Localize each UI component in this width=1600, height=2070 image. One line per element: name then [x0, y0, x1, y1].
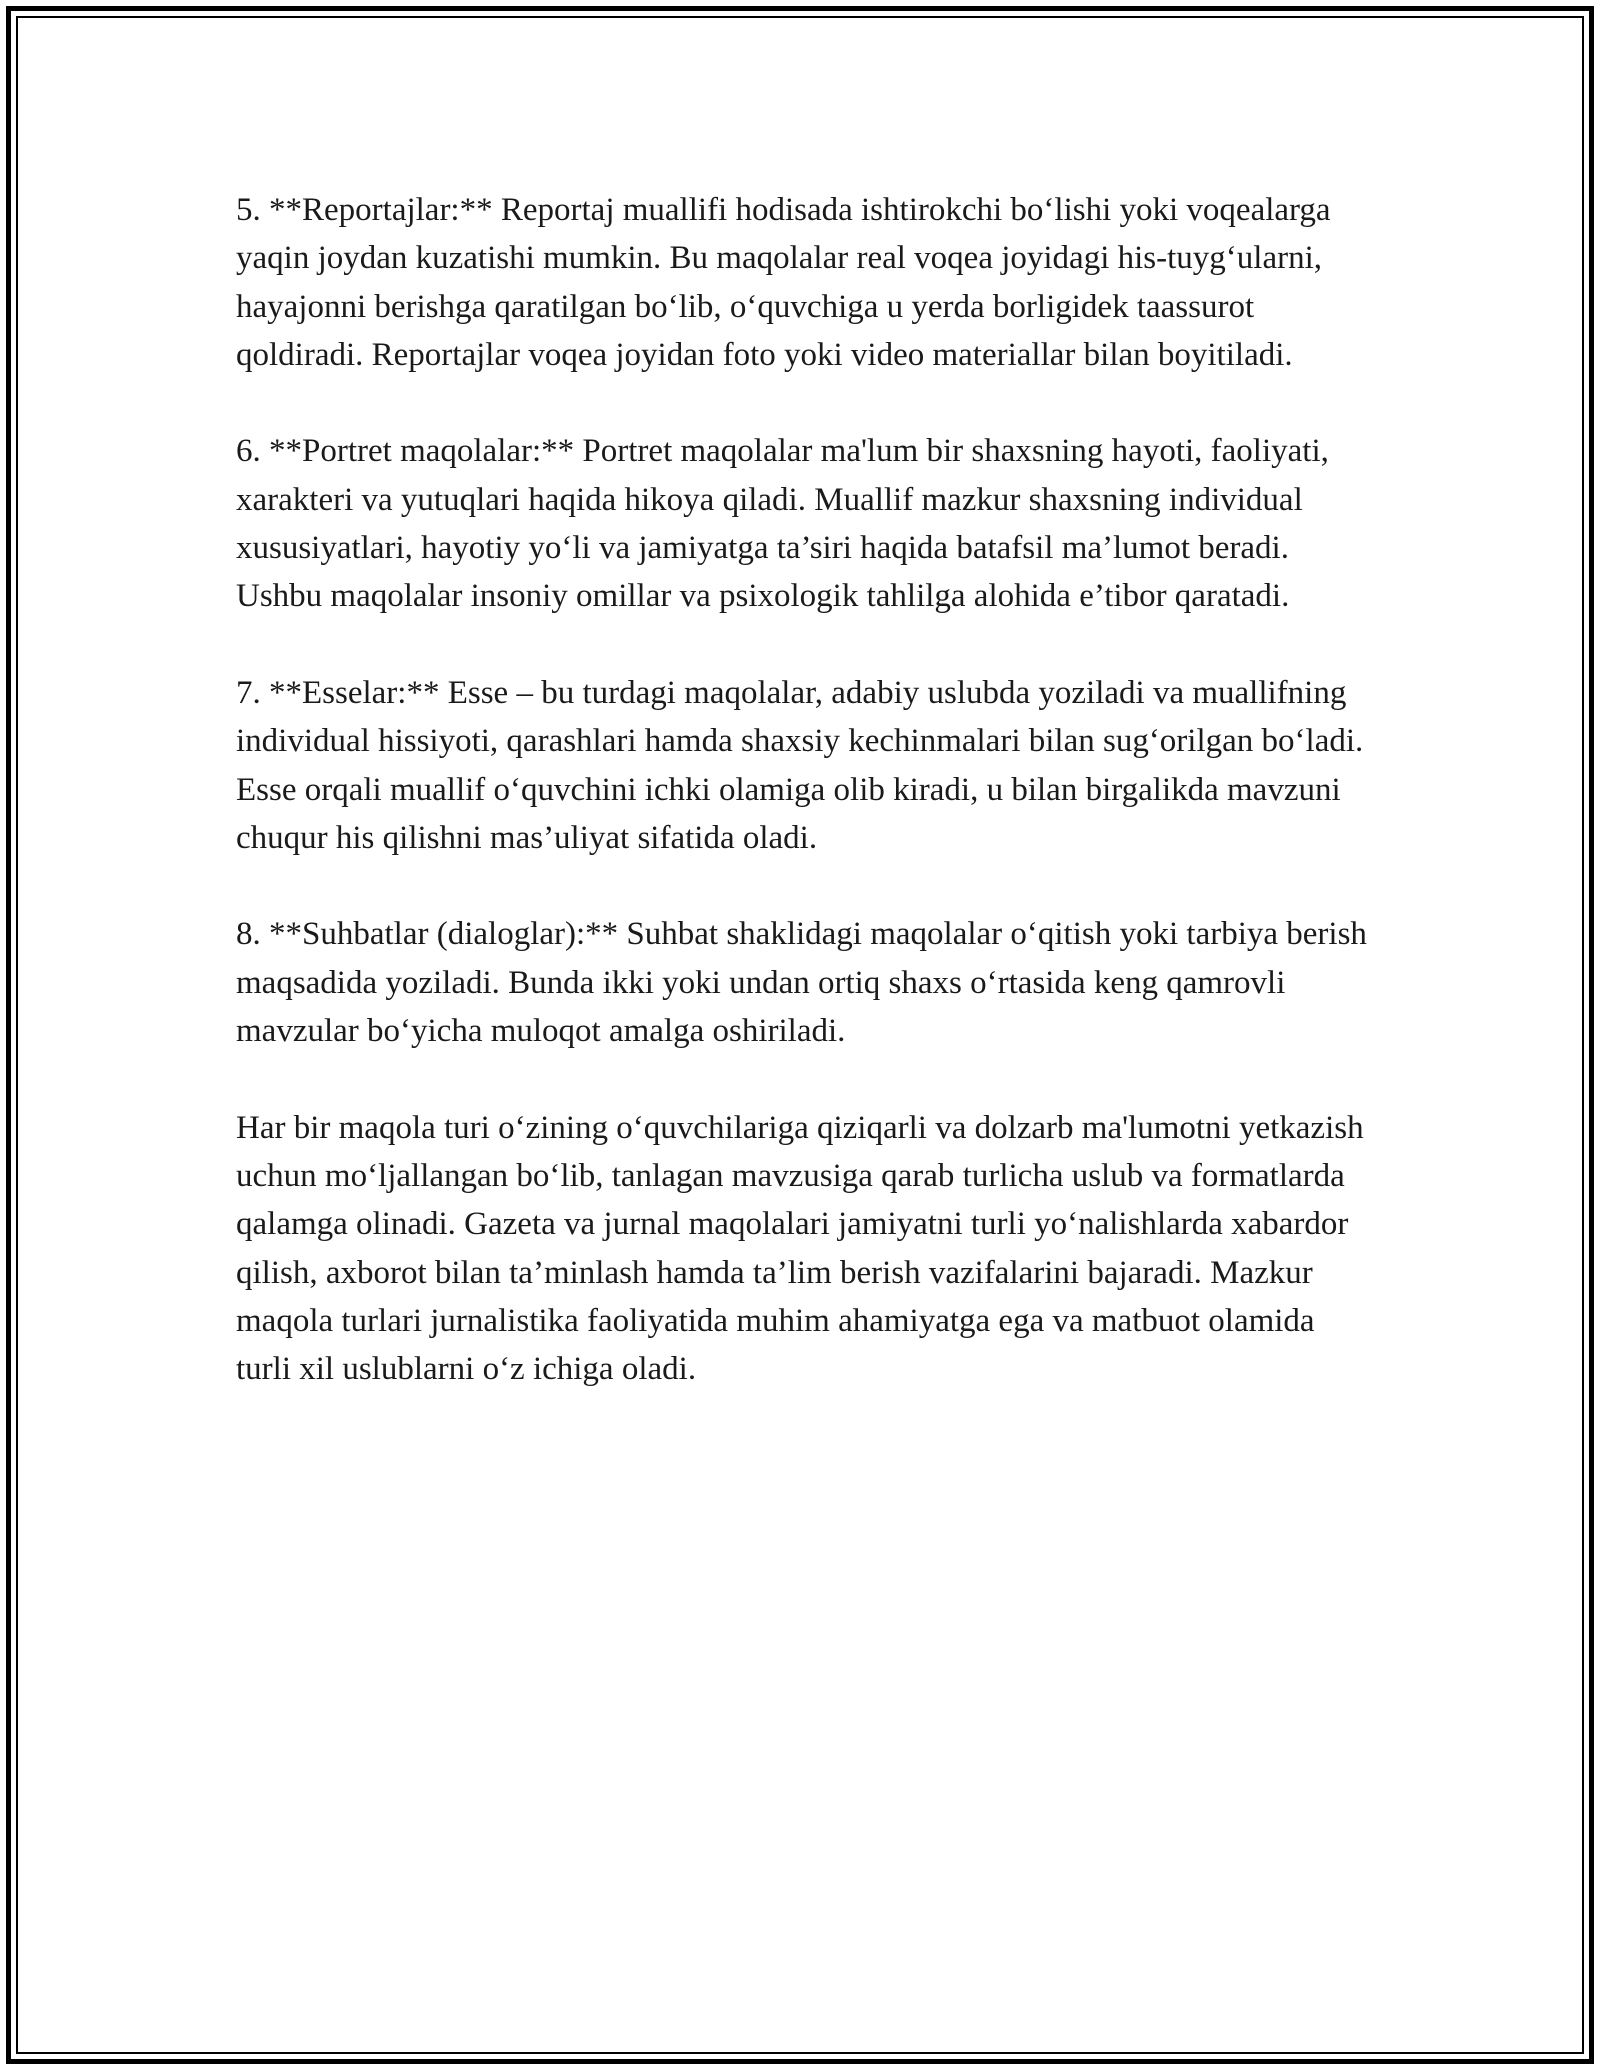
paragraph-suhbatlar: 8. **Suhbatlar (dialoglar):** Suhbat shaklidagi maqolalar o‘qitish yoki tarbiya berish maqsadida yoziladi. Bunda ikki yoki undan ortiq shaxs o‘rtasida keng qamrovli mavzular bo‘yicha muloqot amalga oshiriladi. [236, 916, 1367, 1050]
paragraph-conclusion: Har bir maqola turi o‘zining o‘quvchilariga qiziqarli va dolzarb ma'lumotni yetkazish uchun mo‘ljallangan bo‘lib, tanlagan mavzusiga qarab turlicha uslub va formatlarda qalamga olinadi. Gazeta va jurnal maqolalari jamiyatni turli yo‘nalishlarda xabardor qilish, axborot bilan ta’minlash hamda ta’lim berish vazifalarini bajaradi. Mazkur maqola turlari jurnalistika faoliyatida muhim ahamiyatga ega va matbuot olamida turli xil uslublarni o‘z ichiga oladi. [236, 1109, 1364, 1388]
paragraph-esselar: 7. **Esselar:** Esse – bu turdagi maqolalar, adabiy uslubda yoziladi va muallifning individual hissiyoti, qarashlari hamda shaxsiy kechinmalari bilan sug‘orilgan bo‘ladi. Esse orqali muallif o‘quvchini ichki olamiga olib kiradi, u bilan birgalikda mavzuni chuqur his qilishni mas’uliyat sifatida oladi. [236, 674, 1364, 856]
document-body [236, 186, 1376, 1393]
paragraph-reportajlar: 5. **Reportajlar:** Reportaj muallifi hodisada ishtirokchi bo‘lishi yoki voqealarga yaqin joydan kuzatishi mumkin. Bu maqolalar real voqea joyidagi his-tuyg‘ularni, hayajonni berishga qaratilgan bo‘lib, o‘quvchiga u yerda borligidek taassurot qoldiradi. Reportajlar voqea joyidan foto yoki video materiallar bilan boyitiladi. [236, 192, 1331, 373]
paragraph-portret-maqolalar: 6. **Portret maqolalar:** Portret maqolalar ma'lum bir shaxsning hayoti, faoliyati, xarakteri va yutuqlari haqida hikoya qiladi. Muallif mazkur shaxsning individual xususiyatlari, hayotiy yo‘li va jamiyatga ta’siri haqida batafsil ma’lumot beradi. Ushbu maqolalar insoniy omillar va psixologik tahlilga alohida e’tibor qaratadi. [236, 433, 1329, 615]
